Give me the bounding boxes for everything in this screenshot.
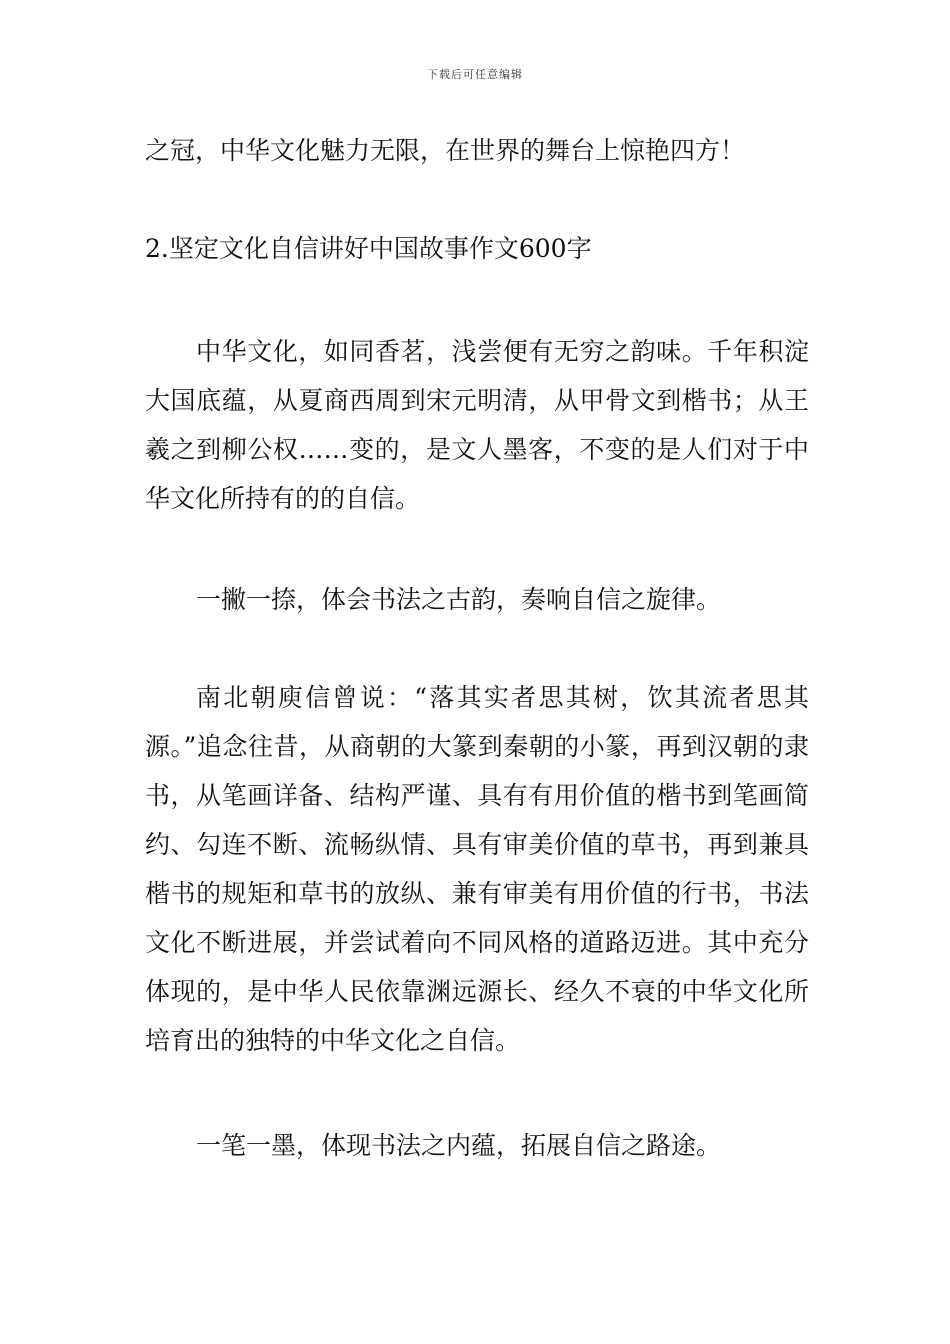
paragraph: 南北朝庾信曾说：“落其实者思其树，饮其流者思其源。”追念往昔，从商朝的大篆到秦朝的小篆，再到汉朝的隶书，从笔画详备、结构严谨、具有有用价值的楷书到笔画简约、勾连不断、流畅纵情、具有审美价值的草书，再到兼具楷书的规矩和草书的放纵、兼有审美有用价值的行书，书法文化不断进展，并尝试着向不同风格的道路迈进。其中充分体现的，是中华人民依靠渊远源长、经久不衰的中华文化所培育出的独特的中华文化之自信。: [145, 683, 809, 1055]
paragraph: 一撇一捺，体会书法之古韵，奏响自信之旋律。: [196, 585, 722, 614]
section-heading: 2.坚定文化自信讲好中国故事作文600字: [145, 234, 592, 263]
paragraph: 中华文化，如同香茗，浅尝便有无穷之韵味。千年积淀大国底蕴，从夏商西周到宋元明清，从甲骨文到楷书；从王羲之到柳公权……变的，是文人墨客，不变的是人们对于中华文化所持有的的自信。: [145, 337, 809, 513]
intro-line: 之冠，中华文化魅力无限，在世界的舞台上惊艳四方！: [145, 136, 746, 165]
paragraph: 一笔一墨，体现书法之内蕴，拓展自信之路途。: [196, 1131, 722, 1160]
page-header-note: 下载后可任意编辑: [427, 68, 523, 81]
